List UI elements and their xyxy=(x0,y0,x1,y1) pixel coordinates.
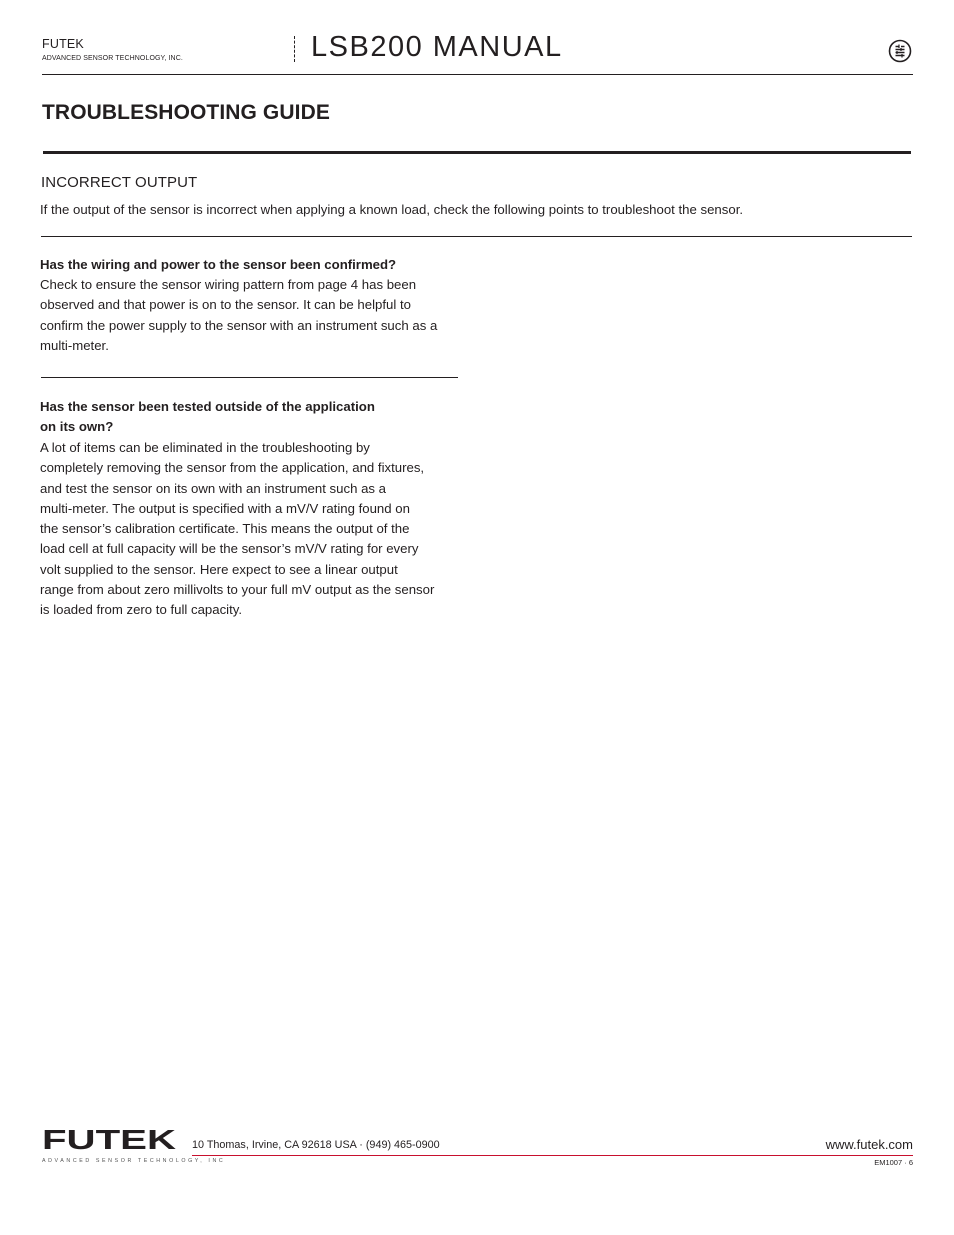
document-lines-icon xyxy=(888,39,912,63)
answer-line: A lot of items can be eliminated in the troubleshooting by xyxy=(40,440,370,455)
section-title: INCORRECT OUTPUT xyxy=(41,174,198,191)
section-rule xyxy=(41,236,912,237)
answer-line: confirm the power supply to the sensor with an instrument such as a xyxy=(40,317,438,333)
footer-address: 10 Thomas, Irvine, CA 92618 USA · (949) 465-0900 xyxy=(192,1139,440,1151)
answer-line: observed and that power is on to the sensor. It can be helpful to xyxy=(40,297,411,313)
futek-logo xyxy=(42,1127,176,1151)
question-line: on its own? xyxy=(40,419,114,435)
answer-line: completely removing the sensor from the application, and fixtures, xyxy=(40,460,425,476)
heading-rule xyxy=(43,151,911,154)
header-separator xyxy=(294,36,295,62)
header-brand: FUTEK xyxy=(42,37,84,51)
logo-text: FUTEK xyxy=(42,1127,176,1151)
page-heading: TROUBLESHOOTING GUIDE xyxy=(42,101,330,124)
faq-question xyxy=(40,255,396,275)
document-title: LSB200 MANUAL xyxy=(311,31,563,63)
faq-answer xyxy=(40,438,460,621)
faq-divider xyxy=(41,377,458,378)
answer-line: volt supplied to the sensor. Here expect to see a linear output xyxy=(40,561,398,577)
answer-line: range from about zero millivolts to your full mV output as the sensor xyxy=(40,582,435,598)
answer-line: and test the sensor on its own with an instrument such as a xyxy=(40,480,386,496)
faq-question xyxy=(40,397,400,438)
faq-answer xyxy=(40,275,460,356)
answer-line: multi-meter. xyxy=(40,337,109,353)
footer-website-link[interactable]: www.futek.com xyxy=(825,1137,913,1152)
question-line: Has the wiring and power to the sensor been confirmed? xyxy=(40,257,397,272)
logo-tagline: ADVANCED SENSOR TECHNOLOGY, INC xyxy=(42,1158,226,1164)
answer-line: is loaded from zero to full capacity. xyxy=(40,602,243,618)
section-intro: If the output of the sensor is incorrect when applying a known load, check the following points to troubleshoot the sensor. xyxy=(40,202,744,217)
question-line: Has the sensor been tested outside of the application xyxy=(40,399,375,414)
answer-line: multi-meter. The output is specified with a mV/V rating found on xyxy=(40,500,410,516)
answer-line: the sensor’s calibration certificate. This means the output of the xyxy=(40,521,410,537)
header-brand-subtitle: ADVANCED SENSOR TECHNOLOGY, INC. xyxy=(42,55,183,62)
answer-line: load cell at full capacity will be the sensor’s mV/V rating for every xyxy=(40,541,419,557)
footer-rule xyxy=(192,1155,913,1156)
answer-line: Check to ensure the sensor wiring pattern from page 4 has been xyxy=(40,277,417,292)
header-rule xyxy=(42,74,913,75)
footer-doc-code: EM1007 · 6 xyxy=(874,1158,913,1167)
